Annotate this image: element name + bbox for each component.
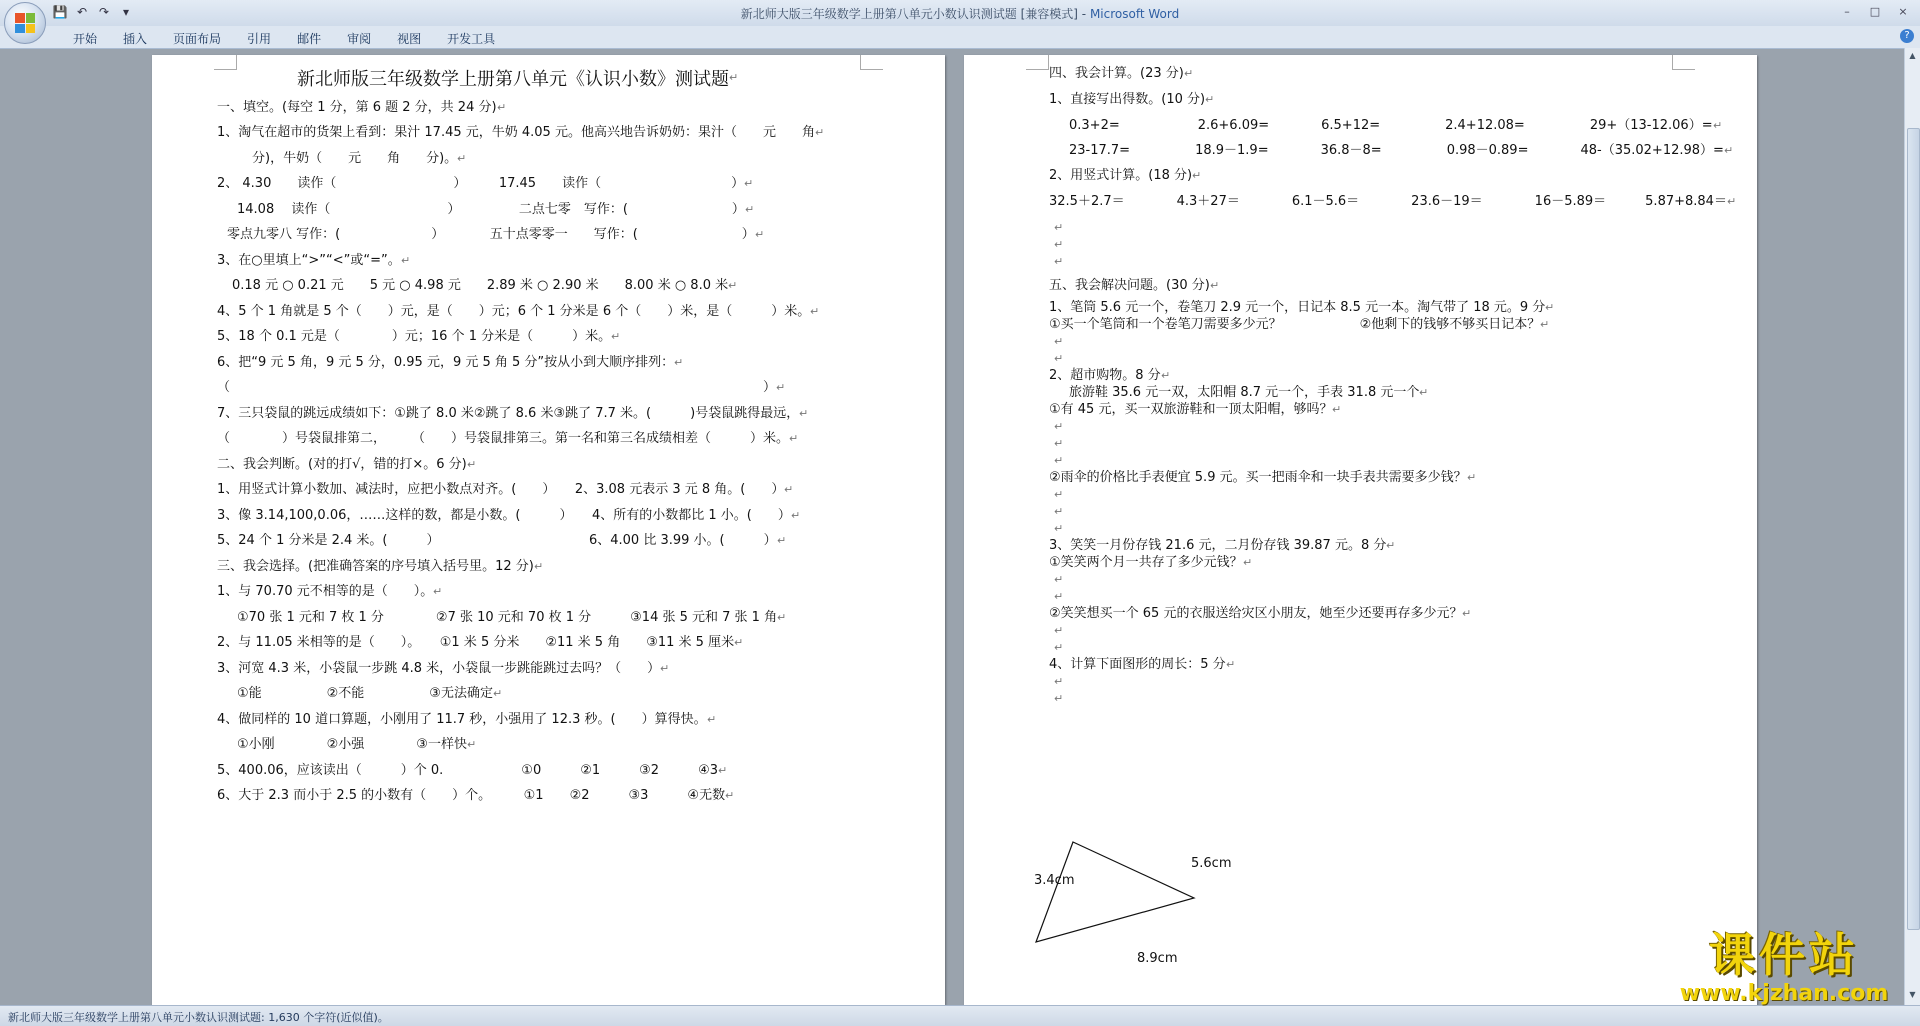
tab-developer[interactable]: 开发工具 <box>447 32 496 46</box>
close-icon[interactable]: × <box>1898 4 1908 18</box>
paragraph-mark-icon: ↵ <box>725 789 735 802</box>
text-line: 2、超市购物。8 分 <box>1049 368 1161 383</box>
paragraph-mark-icon: ↵ <box>1419 386 1429 399</box>
document-page-left[interactable] <box>152 55 945 1005</box>
document-heading: 新北师版三年级数学上册第八单元《认识小数》测试题 <box>297 69 729 90</box>
paragraph-mark-icon: ↵ <box>728 279 738 292</box>
office-button[interactable] <box>4 2 46 44</box>
text-line: 3、河宽 4.3 米，小袋鼠一步跳 4.8 米，小袋鼠一步跳能跳过去吗？（ ） <box>217 661 661 676</box>
tab-page-layout[interactable]: 页面布局 <box>173 32 222 46</box>
text-line: 6、把“9 元 5 角，9 元 5 分，0.95 元，9 元 5 角 5 分”按从小到大顺序排列： <box>217 355 675 370</box>
paragraph-mark-icon: ↵ <box>1054 675 1064 688</box>
paragraph-mark-icon: ↵ <box>1210 279 1220 292</box>
paragraph-mark-icon: ↵ <box>1054 437 1064 450</box>
text-line: 二、我会判断。(对的打√，错的打×。6 分) <box>217 457 467 472</box>
paragraph-mark-icon: ↵ <box>791 509 801 522</box>
vertical-scrollbar[interactable] <box>1904 48 1920 1005</box>
paragraph-mark-icon: ↵ <box>497 101 507 114</box>
paragraph-mark-icon: ↵ <box>734 636 744 649</box>
ribbon <box>0 26 1920 49</box>
text-line: 2、与 11.05 米相等的是（ ）。 ①1 米 5 分米 ②11 米 5 角 ③11 米 5 厘米 <box>217 635 735 650</box>
title-bar <box>0 0 1920 27</box>
text-line: ②雨伞的价格比手表便宜 5.9 元。买一把雨伞和一块手表共需要多少钱？ <box>1049 470 1467 485</box>
paragraph-mark-icon: ↵ <box>1054 420 1064 433</box>
text-line: 4、计算下面图形的周长：5 分 <box>1049 657 1226 672</box>
paragraph-mark-icon: ↵ <box>1054 624 1064 637</box>
paragraph-mark-icon: ↵ <box>1054 590 1064 603</box>
paragraph-mark-icon: ↵ <box>745 203 755 216</box>
paragraph-mark-icon: ↵ <box>744 177 754 190</box>
paragraph-mark-icon: ↵ <box>401 254 411 267</box>
text-line: 14.08 读作（ ） 二点七零 写作：( ） <box>237 202 745 217</box>
text-line: 3、笑笑一月份存钱 21.6 元，二月份存钱 39.87 元。8 分 <box>1049 538 1387 553</box>
text-line: 6、大于 2.3 而小于 2.5 的小数有（ ）个。 ①1 ②2 ③3 ④无数 <box>217 788 726 803</box>
paragraph-mark-icon: ↵ <box>1054 221 1064 234</box>
text-line: 三、我会选择。(把准确答案的序号填入括号里。12 分) <box>217 559 534 574</box>
paragraph-mark-icon: ↵ <box>457 152 467 165</box>
paragraph-mark-icon: ↵ <box>534 560 544 573</box>
paragraph-mark-icon: ↵ <box>467 458 477 471</box>
office-button-icon <box>15 13 35 33</box>
paragraph-mark-icon: ↵ <box>1054 238 1064 251</box>
paragraph-mark-icon: ↵ <box>1226 658 1236 671</box>
text-line: 0.3+2= 2.6+6.09= 6.5+12= 2.4+12.08= 29+（13-12.06）= <box>1069 118 1713 133</box>
paragraph-mark-icon: ↵ <box>1054 335 1064 348</box>
paragraph-mark-icon: ↵ <box>1054 692 1064 705</box>
paragraph-mark-icon: ↵ <box>729 71 739 84</box>
text-line: 3、像 3.14,100,0.06，……这样的数，都是小数。( ） 4、所有的小数都比 1 小。( ） <box>217 508 791 523</box>
text-line: 四、我会计算。(23 分) <box>1049 66 1184 81</box>
text-line: 32.5＋2.7＝ 4.3＋27＝ 6.1－5.6＝ 23.6－19＝ 16－5.89＝ 5.87+8.84＝ <box>1049 194 1727 209</box>
paragraph-mark-icon: ↵ <box>1713 119 1723 132</box>
paragraph-mark-icon: ↵ <box>674 356 684 369</box>
status-text: 新北师大版三年级数学上册第八单元小数认识测试题: 1,630 个字符(近似值)。 <box>8 1011 389 1024</box>
paragraph-mark-icon: ↵ <box>1054 522 1064 535</box>
paragraph-mark-icon: ↵ <box>777 611 787 624</box>
margin-corner <box>1026 55 1049 70</box>
text-line: ①笑笑两个月一共存了多少元钱？ <box>1049 555 1243 570</box>
text-line: 5、18 个 0.1 元是（ ）元；16 个 1 分米是（ ）米。 <box>217 329 612 344</box>
text-line: 分)，牛奶（ 元 角 分)。 <box>252 151 458 166</box>
text-line: 五、我会解决问题。(30 分) <box>1049 278 1210 293</box>
paragraph-mark-icon: ↵ <box>1386 539 1396 552</box>
text-line: （ ）号袋鼠排第二， （ ）号袋鼠排第三。第一名和第三名成绩相差（ ）米。 <box>217 431 790 446</box>
paragraph-mark-icon: ↵ <box>707 713 717 726</box>
paragraph-mark-icon: ↵ <box>777 534 787 547</box>
watermark-url: www.kjzhan.com <box>1679 981 1889 1006</box>
triangle-label-left: 3.4cm <box>1034 873 1075 888</box>
tab-insert[interactable]: 插入 <box>123 32 148 46</box>
triangle-shape <box>1036 842 1194 942</box>
tab-references[interactable]: 引用 <box>247 32 272 46</box>
text-line: 2、 4.30 读作（ ） 17.45 读作（ ） <box>217 176 745 191</box>
paragraph-mark-icon: ↵ <box>1054 641 1064 654</box>
margin-corner <box>1672 55 1695 70</box>
paragraph-mark-icon: ↵ <box>1462 607 1472 620</box>
tab-home[interactable]: 开始 <box>73 32 98 46</box>
triangle-label-top: 5.6cm <box>1191 856 1232 871</box>
text-line: 2、用竖式计算。(18 分) <box>1049 168 1193 183</box>
paragraph-mark-icon: ↵ <box>1545 301 1555 314</box>
paragraph-mark-icon: ↵ <box>1467 471 1477 484</box>
paragraph-mark-icon: ↵ <box>467 738 477 751</box>
title-separator: - <box>1077 7 1090 21</box>
paragraph-mark-icon: ↵ <box>1205 93 1215 106</box>
text-line: ①有 45 元，买一双旅游鞋和一顶太阳帽，够吗？ <box>1049 402 1333 417</box>
paragraph-mark-icon: ↵ <box>1054 255 1064 268</box>
text-line: ①能 ②不能 ③无法确定 <box>237 686 493 701</box>
tab-view[interactable]: 视图 <box>397 32 422 46</box>
paragraph-mark-icon: ↵ <box>611 330 621 343</box>
text-line: 5、400.06，应该读出（ ）个 0. ①0 ②1 ③2 ④3 <box>217 763 718 778</box>
text-line: 4、做同样的 10 道口算题，小刚用了 11.7 秒，小强用了 12.3 秒。( ）算得快。 <box>217 712 707 727</box>
customize-qat-icon[interactable]: ▾ <box>122 5 130 19</box>
redo-icon[interactable]: ↷ <box>98 5 110 19</box>
paragraph-mark-icon: ↵ <box>1332 403 1342 416</box>
text-line: 一、填空。(每空 1 分，第 6 题 2 分，共 24 分) <box>217 100 497 115</box>
paragraph-mark-icon: ↵ <box>1161 369 1171 382</box>
status-bar <box>0 1005 1920 1026</box>
text-line: 7、三只袋鼠的跳远成绩如下：①跳了 8.0 米②跳了 8.6 米③跳了 7.7 米。( )号袋鼠跳得最远， <box>217 406 800 421</box>
paragraph-mark-icon: ↵ <box>1724 144 1734 157</box>
watermark-main: 课件站 <box>1709 928 1859 982</box>
paragraph-mark-icon: ↵ <box>660 662 670 675</box>
paragraph-mark-icon: ↵ <box>810 305 820 318</box>
text-line: 1、淘气在超市的货架上看到：果汁 17.45 元，牛奶 4.05 元。他高兴地告诉奶奶：果汁（ 元 角 <box>217 125 815 140</box>
text-line: 5、24 个 1 分米是 2.4 米。( ） 6、4.00 比 3.99 小。( ） <box>217 533 777 548</box>
paragraph-mark-icon: ↵ <box>1727 195 1737 208</box>
text-line: 4、5 个 1 角就是 5 个（ ）元，是（ ）元；6 个 1 分米是 6 个（ ）米，是（ ）米。 <box>217 304 811 319</box>
save-icon[interactable]: 💾 <box>52 5 68 19</box>
minimize-icon[interactable]: – <box>1844 4 1850 18</box>
window-title <box>0 5 1920 22</box>
watermark-logo <box>1668 928 1900 1006</box>
text-line: 1、与 70.70 元不相等的是（ ）。 <box>217 584 434 599</box>
app-name: Microsoft Word <box>1089 7 1180 21</box>
tab-mailings[interactable]: 邮件 <box>297 32 322 46</box>
paragraph-mark-icon: ↵ <box>1243 556 1253 569</box>
text-line: ①小刚 ②小强 ③一样快 <box>237 737 467 752</box>
tab-review[interactable]: 审阅 <box>347 32 372 46</box>
text-line: 零点九零八 写作：( ） 五十点零零一 写作：( ） <box>227 227 755 242</box>
maximize-icon[interactable]: □ <box>1869 4 1881 18</box>
text-line: 0.18 元 ○ 0.21 元 5 元 ○ 4.98 元 2.89 米 ○ 2.90 米 8.00 米 ○ 8.0 米 <box>232 278 729 293</box>
paragraph-mark-icon: ↵ <box>776 381 786 394</box>
paragraph-mark-icon: ↵ <box>1054 488 1064 501</box>
text-line: 1、笔筒 5.6 元一个，卷笔刀 2.9 元一个，日记本 8.5 元一本。淘气带了 18 元。9 分 <box>1049 300 1546 315</box>
scroll-up-icon[interactable]: ▲ <box>1909 51 1916 60</box>
margin-corner <box>860 55 883 70</box>
paragraph-mark-icon: ↵ <box>755 228 765 241</box>
scroll-thumb[interactable] <box>1907 128 1920 930</box>
paragraph-mark-icon: ↵ <box>1192 169 1202 182</box>
paragraph-mark-icon: ↵ <box>433 585 443 598</box>
scroll-down-icon[interactable]: ▼ <box>1909 990 1916 999</box>
paragraph-mark-icon: ↵ <box>1054 573 1064 586</box>
text-line: 1、直接写出得数。(10 分) <box>1049 92 1206 107</box>
paragraph-mark-icon: ↵ <box>1540 318 1550 331</box>
paragraph-mark-icon: ↵ <box>784 483 794 496</box>
paragraph-mark-icon: ↵ <box>1184 67 1194 80</box>
paragraph-mark-icon: ↵ <box>815 126 825 139</box>
text-line: 1、用竖式计算小数加、减法时，应把小数点对齐。( ） 2、3.08 元表示 3 元 8 角。( ） <box>217 482 785 497</box>
paragraph-mark-icon: ↵ <box>718 764 728 777</box>
text-line: ②笑笑想买一个 65 元的衣服送给灾区小朋友，她至少还要再存多少元？ <box>1049 606 1463 621</box>
paragraph-mark-icon: ↵ <box>1054 505 1064 518</box>
text-line: （ ） <box>217 380 777 395</box>
paragraph-mark-icon: ↵ <box>1054 352 1064 365</box>
text-line: 23-17.7= 18.9－1.9= 36.8－8= 0.98－0.89= 48-（35.02+12.98）= <box>1069 143 1724 158</box>
paragraph-mark-icon: ↵ <box>789 432 799 445</box>
text-line: 旅游鞋 35.6 元一双，太阳帽 8.7 元一个，手表 31.8 元一个 <box>1069 385 1420 400</box>
document-title: 新北师大版三年级数学上册第八单元小数认识测试题 [兼容模式] <box>740 7 1078 21</box>
paragraph-mark-icon: ↵ <box>1054 454 1064 467</box>
text-line: ①70 张 1 元和 7 枚 1 分 ②7 张 10 元和 70 枚 1 分 ③14 张 5 元和 7 张 1 角 <box>237 610 778 625</box>
paragraph-mark-icon: ↵ <box>799 407 809 420</box>
window-controls <box>1834 2 1916 20</box>
document-page-right[interactable] <box>964 55 1757 1005</box>
margin-corner <box>214 55 237 70</box>
triangle-label-bottom: 8.9cm <box>1137 951 1178 966</box>
help-icon[interactable]: ? <box>1900 29 1914 43</box>
text-line: 3、在○里填上“>”“<”或“=”。 <box>217 253 401 268</box>
text-line: ①买一个笔筒和一个卷笔刀需要多少元？ ②他剩下的钱够不够买日记本？ <box>1049 317 1541 332</box>
paragraph-mark-icon: ↵ <box>493 687 503 700</box>
undo-icon[interactable]: ↶ <box>76 5 88 19</box>
ribbon-tabs <box>60 30 508 47</box>
